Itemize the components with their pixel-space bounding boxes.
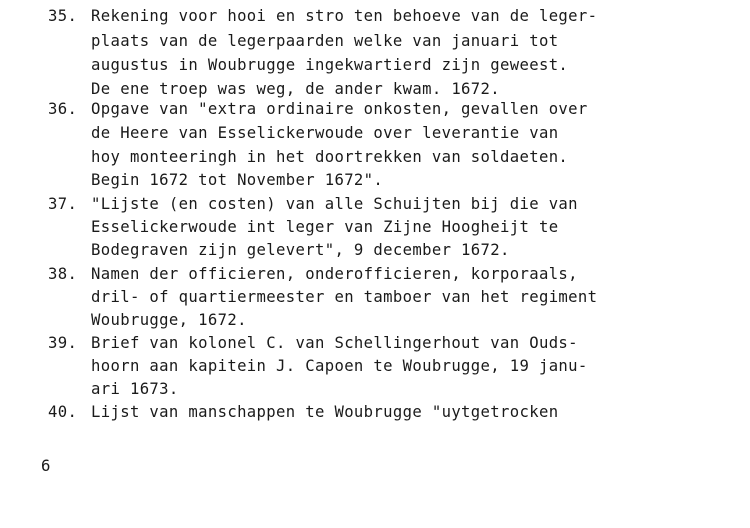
entry-text-line: Bodegraven zijn gelevert", 9 december 1672. [91,241,510,259]
entry-number: 40. [48,403,78,421]
entry-text-line: de Heere van Esselickerwoude over leverantie van [91,124,559,142]
entry-text-line: Brief van kolonel C. van Schellingerhout van Ouds- [91,334,578,352]
entry-text-line: Opgave van "extra ordinaire onkosten, gevallen over [91,100,588,118]
entry-text-line: Rekening voor hooi en stro ten behoeve van de leger- [91,7,598,25]
entry-number: 38. [48,265,78,283]
entry-text-line: Woubrugge, 1672. [91,311,247,329]
entry-number: 36. [48,100,78,118]
entry-text-line: hoorn aan kapitein J. Capoen te Woubrugge, 19 janu- [91,357,588,375]
entry-text-line: dril- of quartiermeester en tamboer van het regiment [91,288,598,306]
entry-text-line: ari 1673. [91,380,179,398]
entry-text-line: augustus in Woubrugge ingekwartierd zijn geweest. [91,56,569,74]
entry-text-line: Namen der officieren, onderofficieren, korporaals, [91,265,578,283]
entry-number: 35. [48,7,78,25]
entry-text-line: Esselickerwoude int leger van Zijne Hoogheijt te [91,218,559,236]
entry-text-line: Lijst van manschappen te Woubrugge "uytgetrocken [91,403,559,421]
entry-text-line: De ene troep was weg, de ander kwam. 1672. [91,80,501,98]
entry-number: 37. [48,195,78,213]
entry-text-line: Begin 1672 tot November 1672". [91,171,384,189]
page-number: 6 [41,457,51,475]
entry-number: 39. [48,334,78,352]
entry-text-line: "Lijste (en costen) van alle Schuijten bij die van [91,195,578,213]
entry-text-line: hoy monteeringh in het doortrekken van soldaeten. [91,148,569,166]
entry-text-line: plaats van de legerpaarden welke van januari tot [91,32,559,50]
